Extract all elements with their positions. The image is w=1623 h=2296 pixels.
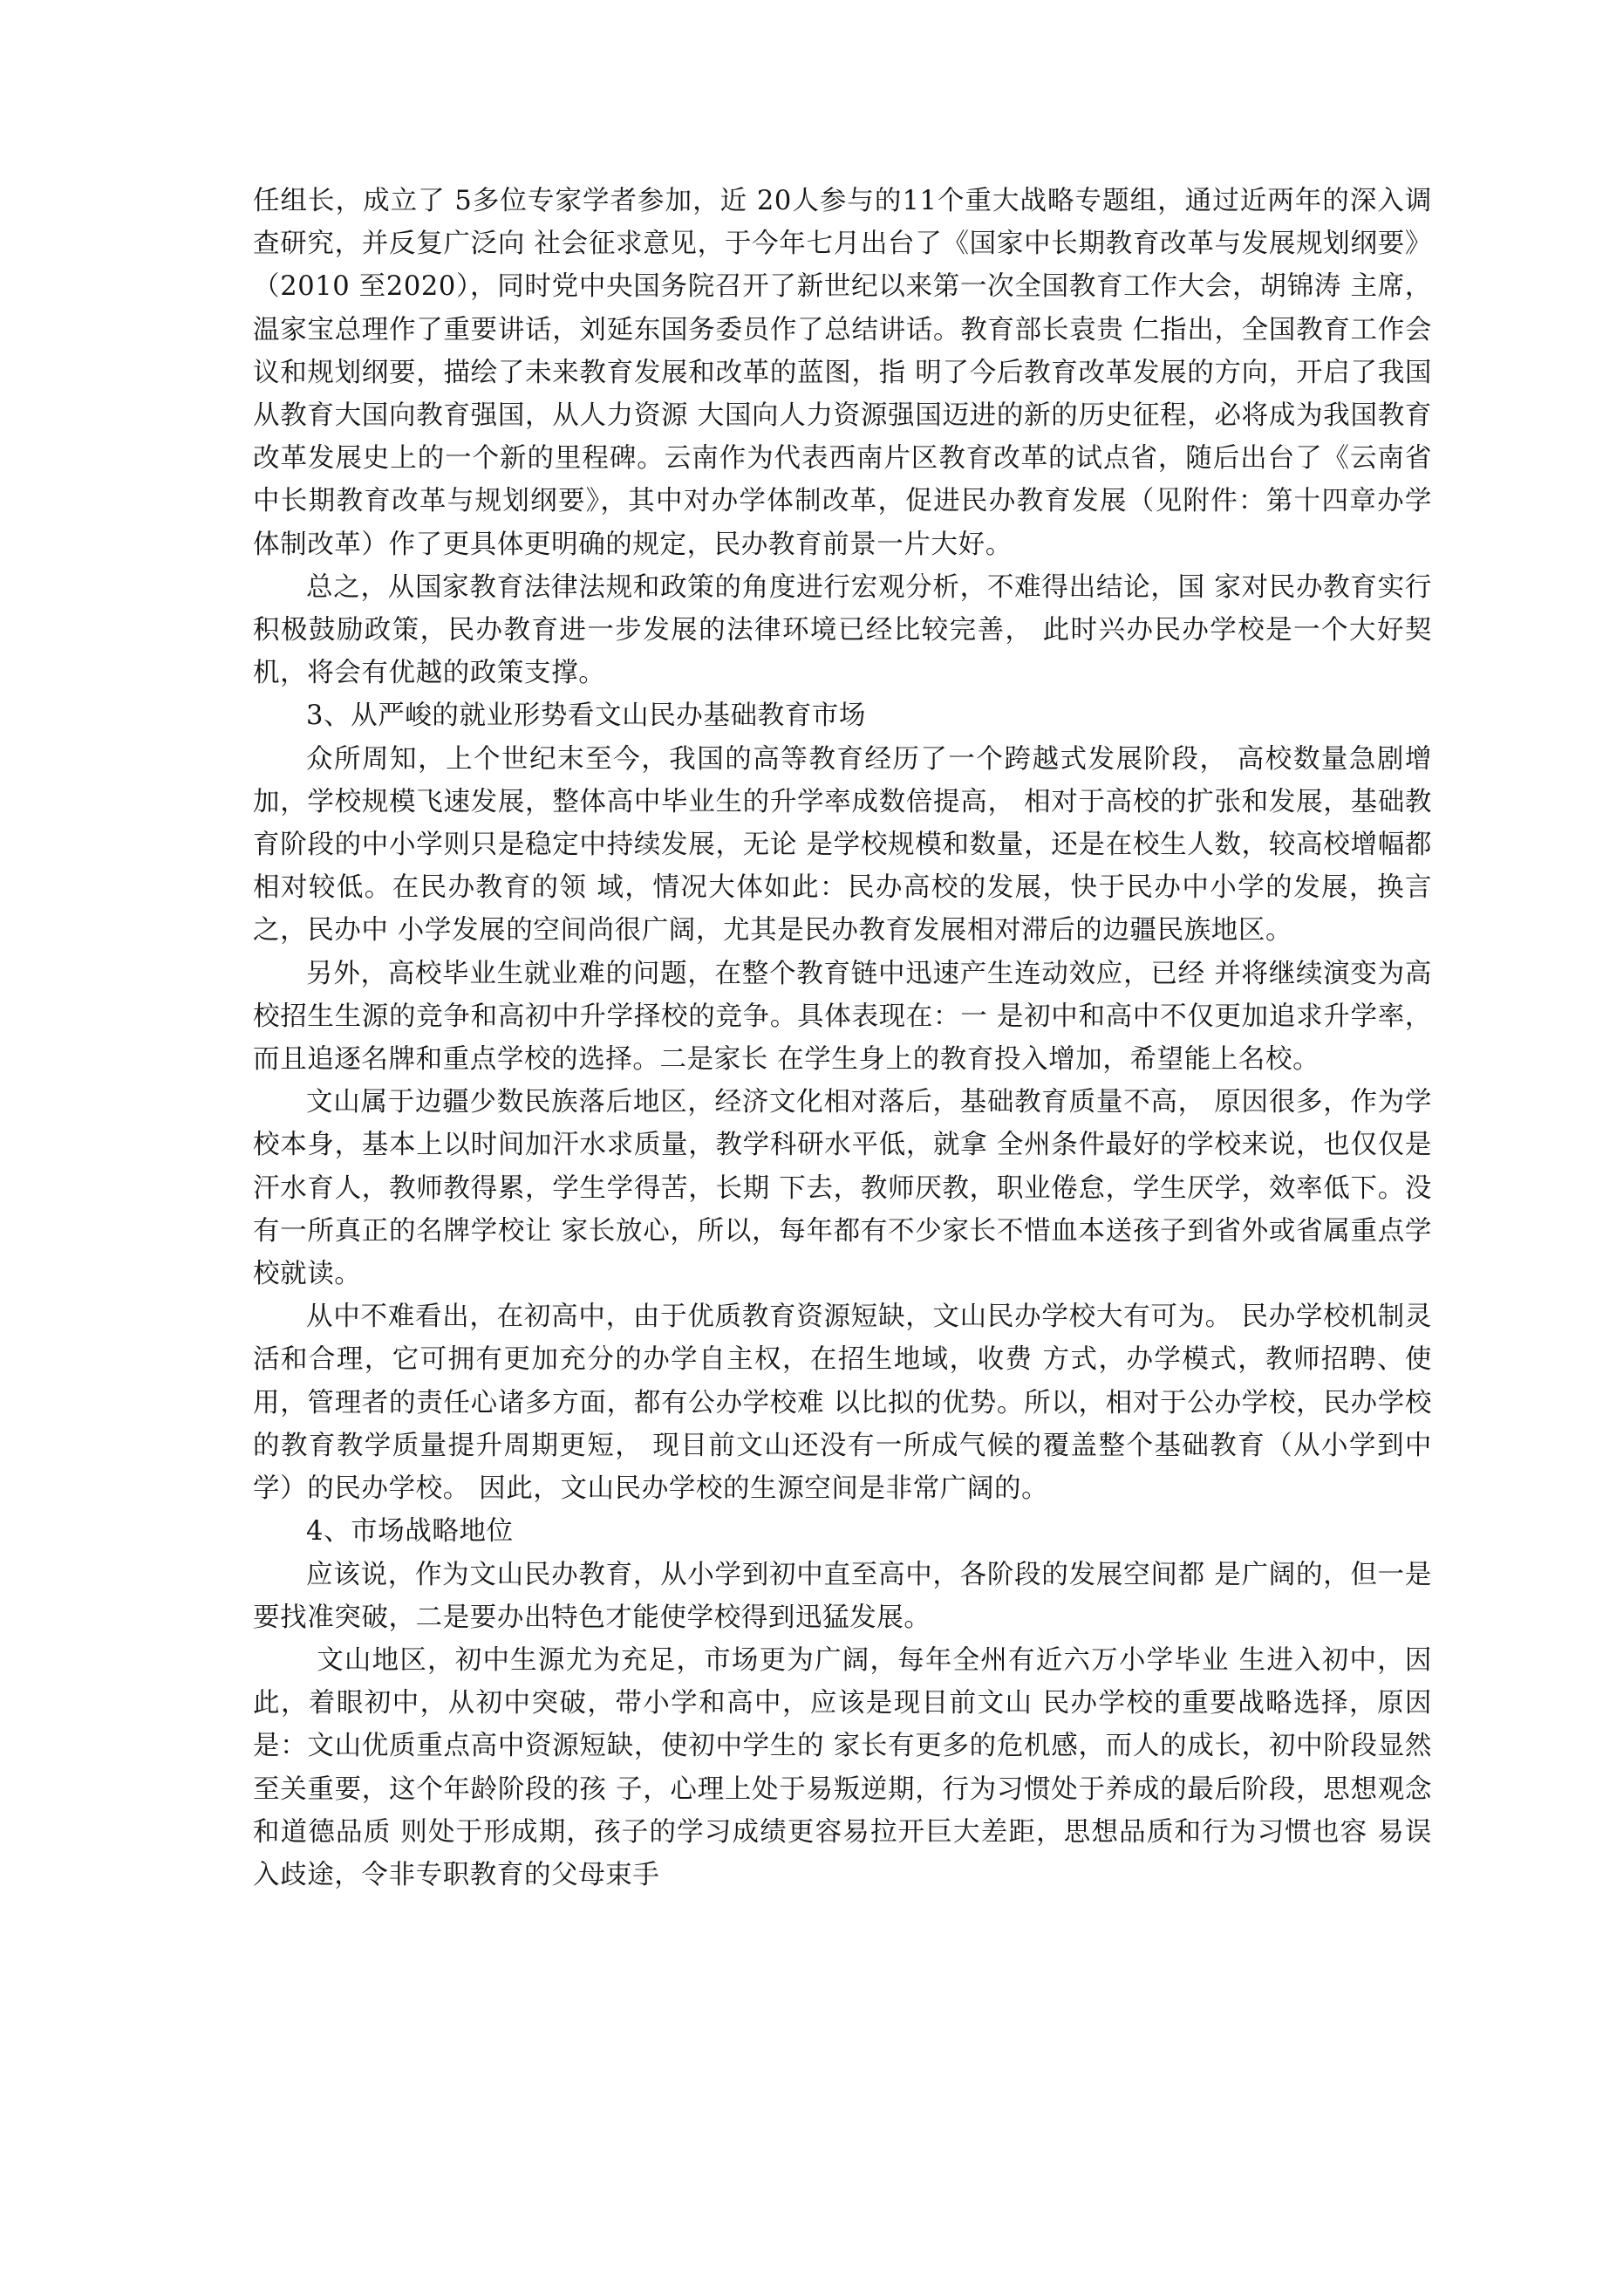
paragraph-development-space: 应该说，作为文山民办教育，从小学到初中直至高中，各阶段的发展空间都 是广阔的，但一是要找准突破，二是要办出特色才能使学校得到迅猛发展。 [253, 1559, 1432, 1633]
section-heading-market-strategy: 4、市场战略地位 [306, 1516, 514, 1548]
paragraph-wenshan-conditions: 文山属于边疆少数民族落后地区，经济文化相对落后，基础教育质量不高， 原因很多，作为学校本身，基本上以时间加汗水求质量，教学科研水平低，就拿 全州条件最好的学校来说，也仅仅是汗水育人，教师教得累，学生学得苦，长期 下去，教师厌教，职业倦怠，学生厌学，效率低下。没有一所真正的名牌学校让 家长放心，所以，每年都有不少家长不惜血本送孩子到省外或省属重点学校就读。 [253, 1087, 1432, 1290]
paragraph-higher-education: 众所周知，上个世纪末至今，我国的高等教育经历了一个跨越式发展阶段， 高校数量急剧增加，学校规模飞速发展，整体高中毕业生的升学率成数倍提高， 相对于高校的扩张和发展，基础教育阶段的中小学则只是稳定中持续发展，无论 是学校规模和数量，还是在校生人数，较高校增幅都相对较低。在民办教育的领 域，情况大体如此：民办高校的发展，快于民办中小学的发展，换言之，民办中 小学发展的空间尚很广阔，尤其是民办教育发展相对滞后的边疆民族地区。 [253, 743, 1432, 946]
paragraph-graduate-employment: 另外，高校毕业生就业难的问题，在整个教育链中迅速产生连动效应，已经 并将继续演变为高校招生生源的竞争和高初中升学择校的竞争。具体表现在：一 是初中和高中不仅更加追求升学率，而且追逐名牌和重点学校的选择。二是家长 在学生身上的教育投入增加，希望能上名校。 [253, 958, 1432, 1076]
section-heading-employment: 3、从严峻的就业形势看文山民办基础教育市场 [306, 700, 867, 732]
paragraph-junior-middle-focus: 文山地区，初中生源尤为充足，市场更为广阔，每年全州有近六万小学毕业 生进入初中，因此，着眼初中，从初中突破，带小学和高中，应该是现目前文山 民办学校的重要战略选择，原因是：文山优质重点高中资源短缺，使初中学生的 家长有更多的危机感，而人的成长，初中阶段显然至关重要，这个年龄阶段的孩 子，心理上处于易叛逆期，行为习惯处于养成的最后阶段，思想观念和道德品质 则处于形成期，孩子的学习成绩更容易拉开巨大差距，思想品质和行为习惯也容 易误入歧途，令非专职教育的父母束手 [253, 1644, 1432, 1890]
paragraph-policy-summary: 总之，从国家教育法律法规和政策的角度进行宏观分析，不难得出结论，国 家对民办教育实行积极鼓励政策，民办教育进一步发展的法律环境已经比较完善， 此时兴办民办学校是一个大好契机，将会有优越的政策支撑。 [253, 571, 1432, 689]
paragraph-continuation: 任组长，成立了 5多位专家学者参加，近 20人参与的11个重大战略专题组，通过近两年的深入调查研究，并反复广泛向 社会征求意见，于今年七月出台了《国家中长期教育改革与发展规划纲要》（2010 至2020），同时党中央国务院召开了新世纪以来第一次全国教育工作大会，胡锦涛 主席，温家宝总理作了重要讲话，刘延东国务委员作了总结讲话。教育部长袁贵 仁指出，全国教育工作会议和规划纲要，描绘了未来教育发展和改革的蓝图，指 明了今后教育改革发展的方向，开启了我国从教育大国向教育强国，从人力资源 大国向人力资源强国迈进的新的历史征程，必将成为我国教育改革发展史上的一个新的里程碑。云南作为代表西南片区教育改革的试点省，随后出台了《云南省 中长期教育改革与规划纲要》，其中对办学体制改革，促进民办教育发展（见附件：第十四章办学体制改革）作了更具体更明确的规定，民办教育前景一片大好。 [253, 186, 1432, 560]
document-body [253, 180, 1432, 1896]
paragraph-private-school-advantages: 从中不难看出，在初高中，由于优质教育资源短缺，文山民办学校大有可为。 民办学校机制灵活和合理，它可拥有更加充分的办学自主权，在招生地域，收费 方式，办学模式，教师招聘、使用，管理者的责任心诸多方面，都有公办学校难 以比拟的优势。所以，相对于公办学校，民办学校的教育教学质量提升周期更短， 现目前文山还没有一所成气候的覆盖整个基础教育（从小学到中学）的民办学校。 因此，文山民办学校的生源空间是非常广阔的。 [253, 1302, 1432, 1505]
